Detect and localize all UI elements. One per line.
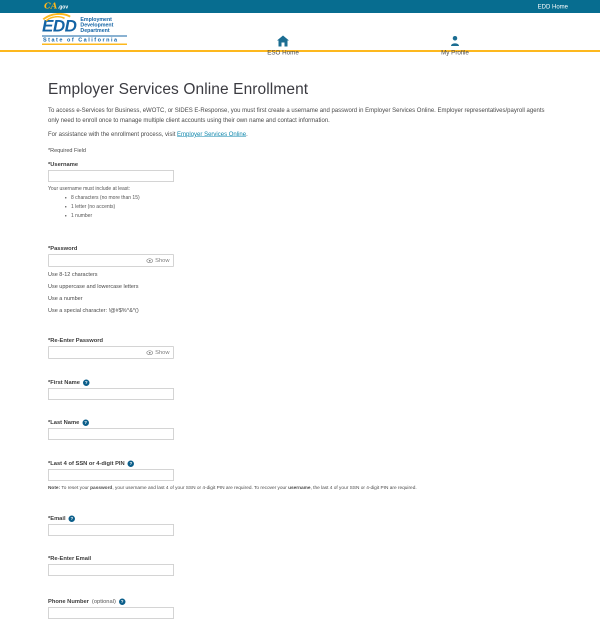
first-name-group [48, 379, 552, 400]
nav-eso-home-label: ESO Home [267, 49, 299, 56]
password-input[interactable] [49, 255, 143, 267]
email-group [48, 515, 552, 536]
edd-logo-swoosh [42, 18, 76, 35]
username-label: *Username [48, 161, 79, 168]
username-group [48, 161, 552, 219]
edd-logo-text: EDD [42, 16, 77, 36]
email-label: *Email [48, 515, 66, 522]
username-rule: • 1 letter (no accents) [71, 204, 552, 210]
ca-gov-logo[interactable] [44, 0, 68, 14]
phone-group [48, 598, 552, 619]
eye-icon [147, 258, 154, 263]
home-icon [277, 35, 290, 47]
phone-label: Phone Number [48, 598, 89, 605]
eye-icon [147, 350, 154, 355]
help-icon[interactable]: ? [120, 599, 124, 604]
employer-services-online-link[interactable]: Employer Services Online [177, 130, 247, 138]
assistance-paragraph [48, 129, 552, 139]
password-rule: Use uppercase and lowercase letters [48, 283, 139, 290]
last-name-label: *Last Name [48, 419, 80, 426]
utility-bar [0, 0, 600, 13]
password-rules [48, 270, 552, 315]
help-icon[interactable]: ? [84, 420, 87, 425]
assistance-text: For assistance with the enrollment process, visit [48, 130, 178, 138]
reenter-password-label: *Re-Enter Password [48, 337, 103, 344]
reenter-password-group [48, 337, 552, 359]
required-field-note: *Required Field [48, 147, 86, 154]
email-input[interactable] [48, 524, 174, 536]
intro-paragraph: To access e-Services for Business, eWOTC, or SIDES E-Response, you must first create a username and password in Employer Services Online. Employer representatives/payroll agents only need to enroll once to manage multiple client accounts using their own name and contact information. [48, 106, 545, 124]
nav-eso-home[interactable] [248, 35, 318, 56]
ssn-pin-group [48, 460, 552, 491]
nav-my-profile-label: My Profile [441, 49, 469, 56]
password-rule: Use a special character: !@#$%^&*() [48, 307, 139, 314]
ssn-pin-note: Note: To reset your password, your username and last 4 of your SSN or 4-digit PIN are required. To recover your username, the last 4 of your SSN or 4-digit PIN are required. [48, 485, 417, 491]
reenter-password-field [48, 346, 174, 359]
first-name-label: *First Name [48, 379, 80, 386]
phone-optional-label: (optional) [91, 598, 116, 605]
reenter-password-show-label: Show [155, 349, 170, 356]
ca-gov-logo-gov: .gov [57, 4, 69, 10]
reenter-email-group [48, 555, 552, 576]
help-icon[interactable]: ? [84, 380, 88, 385]
ssn-pin-input[interactable] [48, 469, 174, 481]
reenter-password-show-button[interactable] [143, 347, 174, 359]
reenter-password-input[interactable] [49, 347, 143, 359]
edd-logo-state-text: State of California [42, 36, 127, 46]
edd-logo[interactable] [42, 17, 127, 45]
username-input[interactable] [48, 170, 174, 182]
help-icon[interactable]: ? [129, 461, 133, 466]
ca-gov-logo-ca: CA [44, 0, 58, 11]
edd-logo-department-text: Employment Development Department [80, 16, 114, 34]
password-label: *Password [48, 245, 78, 252]
password-rule: Use a number [48, 295, 83, 302]
username-rules-list [48, 195, 552, 219]
password-field [48, 254, 174, 267]
last-name-group [48, 419, 552, 440]
nav-my-profile[interactable] [420, 35, 490, 56]
phone-input[interactable] [48, 607, 174, 619]
username-rule: • 1 number [71, 213, 552, 219]
reenter-email-label: *Re-Enter Email [48, 555, 92, 562]
page-title: Employer Services Online Enrollment [48, 80, 309, 98]
password-show-button[interactable] [143, 255, 174, 267]
help-icon[interactable]: ? [70, 516, 74, 521]
profile-icon [449, 35, 461, 47]
site-header [0, 13, 600, 56]
ssn-pin-label: *Last 4 of SSN or 4-digit PIN [48, 460, 125, 467]
password-group [48, 245, 552, 315]
main-content [0, 80, 600, 619]
password-rule: Use 8-12 characters [48, 271, 98, 278]
reenter-email-input[interactable] [48, 564, 174, 576]
edd-home-link[interactable]: EDD Home [537, 3, 568, 10]
username-rules-title: Your username must include at least: [48, 186, 131, 192]
username-rule: • 8 characters (no more than 15) [71, 195, 552, 201]
last-name-input[interactable] [48, 428, 174, 440]
assistance-period: . [246, 130, 248, 138]
first-name-input[interactable] [48, 388, 174, 400]
password-show-label: Show [155, 257, 170, 264]
